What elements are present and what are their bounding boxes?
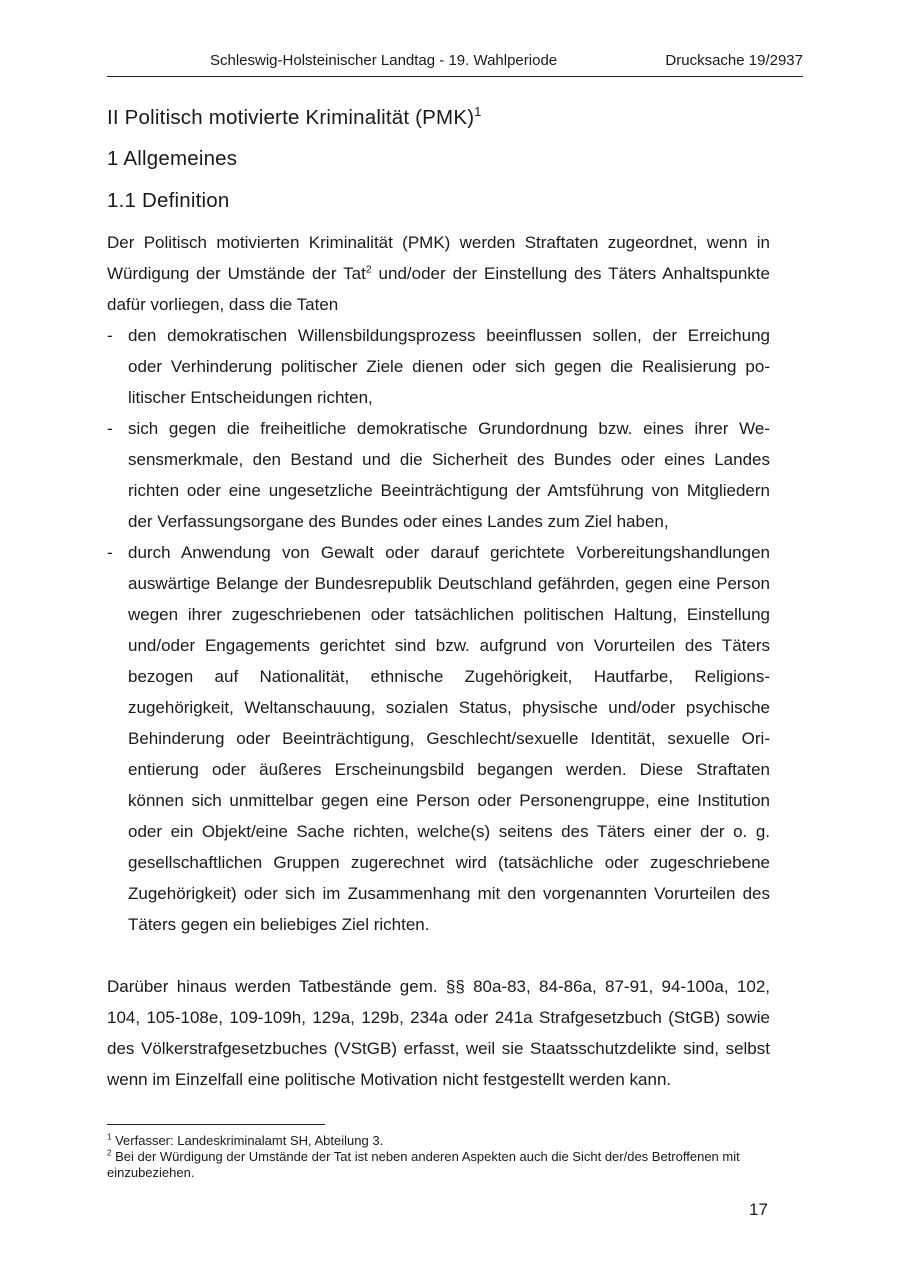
footnote-text: Bei der Würdigung der Umstände der Tat ist neben anderen Aspekten auch die Sicht der/des Betroffenen mit einzubeziehen. [107,1149,740,1180]
list-dash: - [107,419,113,438]
list-dash: - [107,326,113,345]
page-header [107,48,803,77]
footnote-text: Verfasser: Landeskriminalamt SH, Abteilung 3. [111,1133,384,1148]
list-item-text: durch Anwendung von Gewalt oder darauf gerichtete Vorbereitungshandlungen auswärtige Belange der Bundesrepublik Deutschland gefährden, gegen eine Person wegen ihrer zugeschriebenen oder tatsächlichen politischen Haltung, Einstellung und/oder Engagements gerichtet sind bzw. aufgrund von Vorurteilen des Täters bezogen auf Nationalität, ethnische Zugehörigkeit, Hautfarbe, Religionszugehörigkeit, Weltanschauung, sozialen Status, physische und/oder psychische Behinderung oder Beeinträchtigung, Geschlecht/sexuelle Identität, sexuelle Orientierung oder äußeres Erscheinungsbild begangen werden. Diese Straftaten können sich unmittelbar gegen eine Person oder Personengruppe, eine Institution oder ein Objekt/eine Sache richten, welche(s) seitens des Täters einer der o. g. gesellschaftlichen Gruppen zugerechnet wird (tatsächliche oder zugeschriebene Zugehörigkeit) oder sich im Zusammenhang mit den vorgenannten Vorurteilen des Täters gegen ein beliebiges Ziel richten. [128,543,770,934]
header-title: Schleswig-Holsteinischer Landtag - 19. Wahlperiode [210,52,558,69]
list-item-text: den demokratischen Willensbildungsprozess beeinflussen sollen, der Erreichung oder Verhinderung politischer Ziele dienen oder sich gegen die Realisierung politischer Entscheidungen richten, [128,326,770,407]
list-item [107,537,770,940]
list-item [107,320,770,413]
page-number: 17 [749,1200,768,1219]
intro-text-b: und/oder der Einstellung des Täters Anhaltspunkte dafür vorliegen, dass die Taten [107,264,770,314]
page-content [107,100,770,1095]
footnote-number: 1 [107,1132,112,1142]
intro-text-a: Der Politisch motivierten Kriminalität (PMK) werden Straftaten zugeordnet, wenn in Würdigung der Umstände der Tat [107,233,770,283]
list-item-text: sich gegen die freiheitliche demokratische Grundordnung bzw. eines ihrer Wesensmerkmale, den Bestand und die Sicherheit des Bundes oder eines Landes richten oder eine ungesetzliche Beeinträchtigung der Amtsführung von Mitgliedern der Verfassungsorgane des Bundes oder eines Landes zum Ziel haben, [128,419,770,531]
statutes-paragraph: Darüber hinaus werden Tatbestände gem. §§ 80a-83, 84-86a, 87-91, 94-100a, 102, 104, 105-108e, 109-109h, 129a, 129b, 234a oder 241a Strafgesetzbuch (StGB) sowie des Völkerstrafgesetzbuches (VStGB) erfasst, weil sie Staatsschutzdelikte sind, selbst wenn im Einzelfall eine politische Motivation nicht festgestellt werden kann. [107,977,770,1089]
criteria-list [107,320,770,940]
section-heading-pmk-text: II Politisch motivierte Kriminalität (PMK) [107,106,475,129]
section-heading-pmk [107,106,770,130]
footnotes [107,1133,770,1181]
section-heading-allgemeines: 1 Allgemeines [107,147,238,170]
section-heading-definition: 1.1 Definition [107,189,230,212]
footnote-divider [107,1124,325,1125]
footnote-1 [107,1133,770,1149]
list-dash: - [107,543,113,562]
footnote-number: 2 [107,1148,112,1158]
footnote-ref-2[interactable]: 2 [365,263,372,276]
footnote-ref-1[interactable]: 1 [474,104,482,120]
intro-paragraph [107,227,770,320]
footnote-2 [107,1149,770,1181]
document-number: Drucksache 19/2937 [665,52,803,69]
list-item [107,413,770,537]
